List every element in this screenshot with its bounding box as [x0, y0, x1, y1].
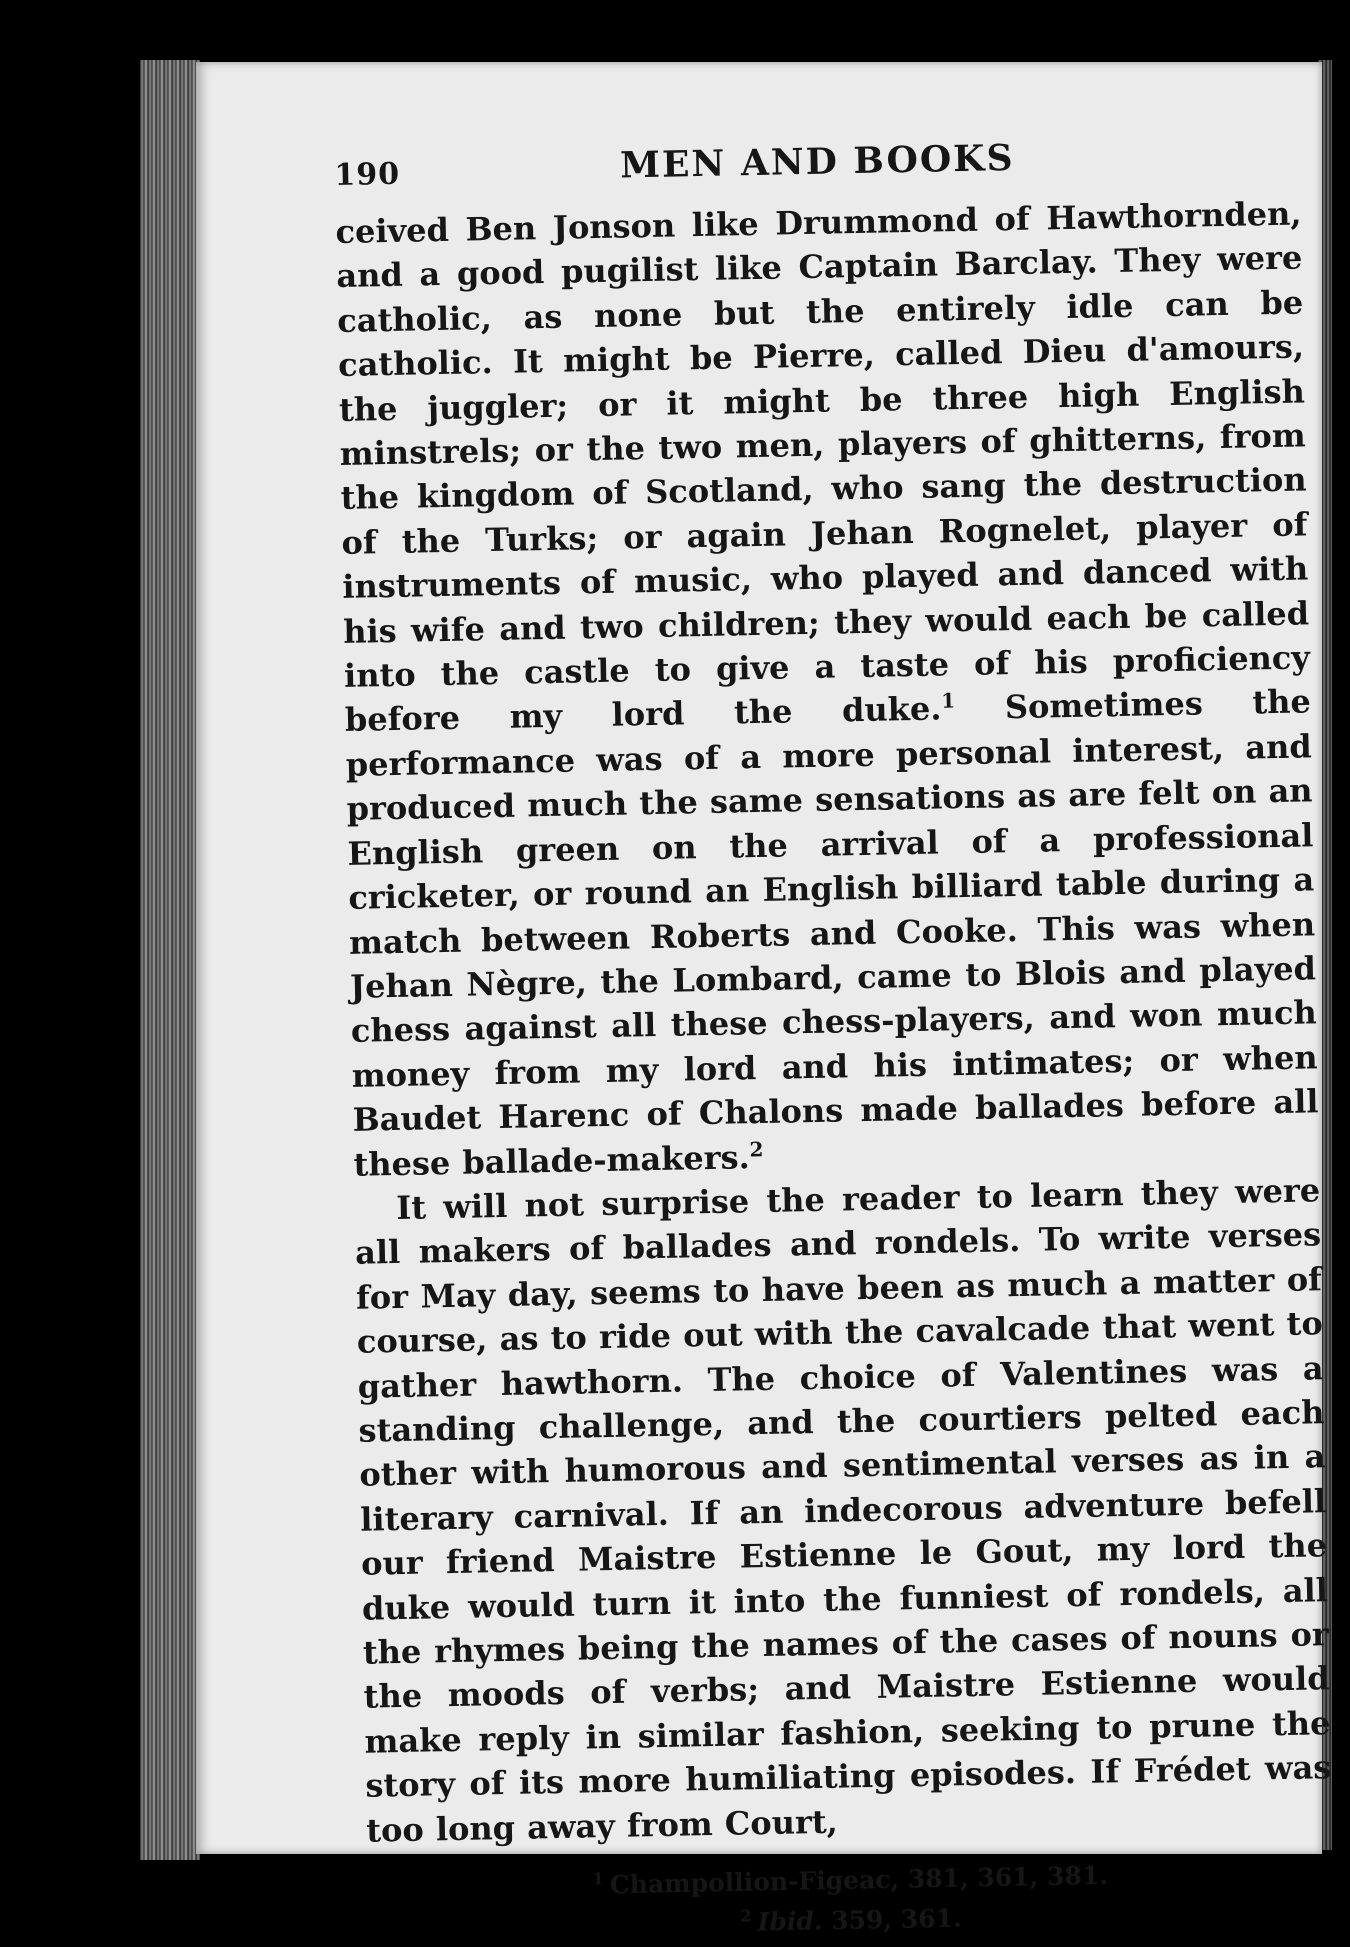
footnote-mark: 2: [740, 1906, 752, 1926]
paragraph-1-text-a: ceived Ben Jonson like Drummond of Hawthornden, and a good pugilist like Captain Barclay. They were catholic, as none but the entirely idle can be catholic. It might be Pierre, called Dieu d'amours, the juggler; or it might be three high English minstrels; or the two men, players of ghitterns, from the kingdom of Scotland, who sang the destruction of the Turks; or again Jehan Rognelet, player of instruments of music, who played and danced with his wife and two children; they would each be called into the castle to give a taste of his proficiency before my lord the duke.: [335, 194, 1311, 740]
body-paragraph-2: It will not surprise the reader to learn they were all makers of ballades and rondels. To write verses for May day, seems to have been as much a matter of course, as to ride out with the cavalcade that went to gather hawthorn. The choice of Valentines was a standing challenge, and the courtiers pelted each other with humorous and sentimental verses as in a literary carnival. If an indecorous adventure befell our friend Maistre Estienne le Gout, my lord the duke would turn it into the funniest of rondels, all the rhymes being the names of the cases of nouns or the moods of verbs; and Maistre Estienne would make reply in similar fashion, seeking to prune the story of its more humiliating episodes. If Frédet was too long away from Court,: [354, 1171, 1332, 1850]
footnote-mark: 1: [592, 1869, 604, 1889]
running-title: MEN AND BOOKS: [619, 136, 1015, 187]
footnote-reference-2: 2: [749, 1136, 764, 1162]
paragraph-1-text-b: Sometimes the performance was of a more personal interest, and produced much the same sensations as are felt on an English green on the arrival of a professional cricketer, or round an English billiard table during a match between Roberts and Cooke. This was when Jehan Nègre, the Lombard, came to Blois and played chess against all these chess-players, and won much money from my lord and his intimates; or when Baudet Harenc of Chalons made ballades before all these ballade-makers.: [345, 682, 1319, 1184]
footnotes: [367, 1848, 1334, 1947]
book-page: [196, 62, 1332, 1937]
page-stack-left-edge: [140, 60, 200, 1860]
footnote-text: Champollion-Figeac, 381, 361, 381.: [609, 1860, 1109, 1900]
footnote-reference-1: 1: [941, 688, 956, 714]
footnote-ibid: Ibid.: [757, 1906, 823, 1937]
body-paragraph-1: [335, 191, 1320, 1186]
footnote-text: 359, 361.: [822, 1903, 962, 1936]
page-number: 190: [334, 156, 401, 193]
text-block: [334, 131, 1334, 1947]
